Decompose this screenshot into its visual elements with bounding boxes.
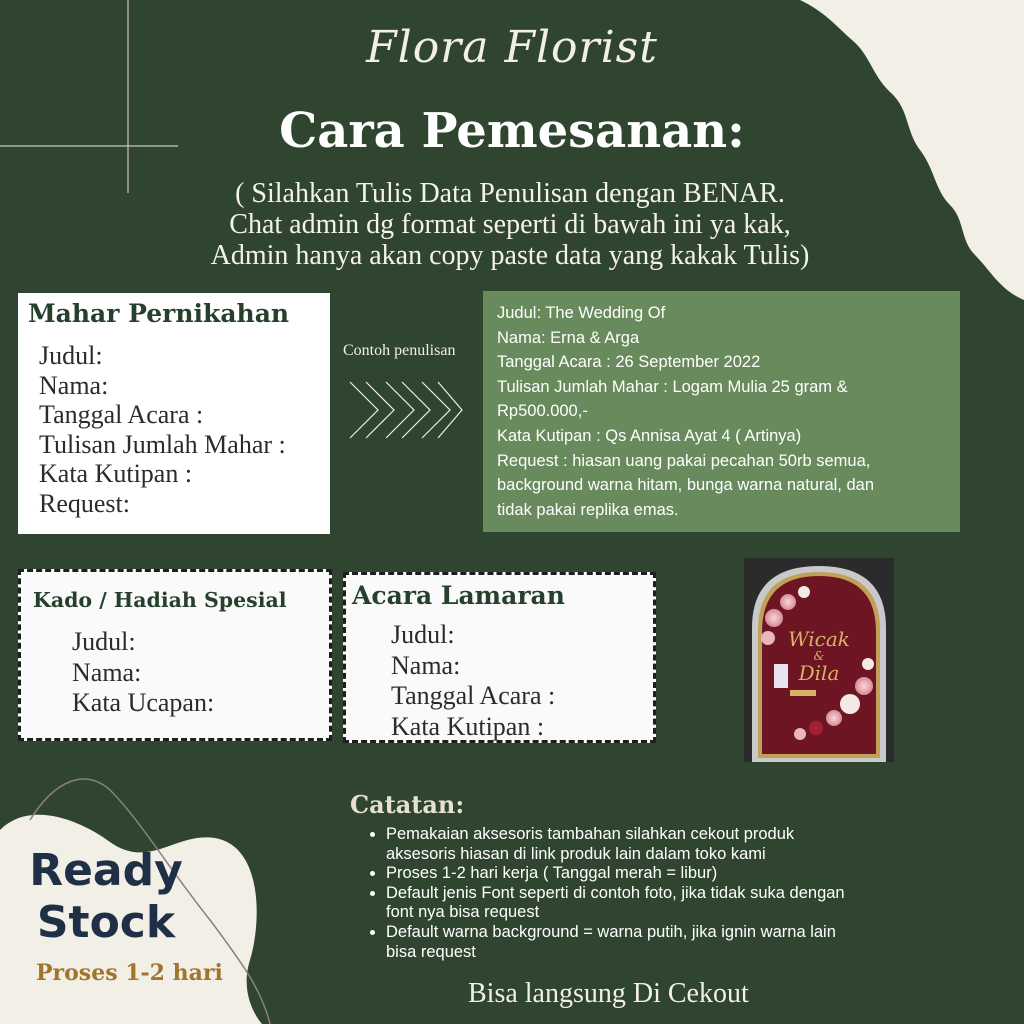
- example-line: tidak pakai replika emas.: [497, 500, 679, 519]
- example-line: Request : hiasan uang pakai pecahan 50rb semua,: [497, 451, 871, 470]
- field-label: Tanggal Acara :: [39, 400, 204, 429]
- notes-item: • Pemakaian aksesoris tambahan silahkan cekout produk aksesoris hiasan di link produk lain dalam toko kami: [386, 825, 845, 864]
- example-line: Tanggal Acara : 26 September 2022: [497, 353, 761, 372]
- ready-line: Ready: [29, 845, 183, 896]
- field-label: Nama:: [72, 657, 142, 687]
- field-label: Tulisan Jumlah Mahar :: [39, 429, 286, 459]
- mahar-card: [18, 293, 330, 534]
- notes-item: • Default jenis Font seperti di contoh foto, jika tidak suka dengan font nya bisa request: [386, 884, 845, 923]
- notes-item: • Proses 1-2 hari kerja ( Tanggal merah = libur): [386, 864, 845, 884]
- example-line: Tulisan Jumlah Mahar : Logam Mulia 25 gram &: [497, 377, 848, 396]
- field-label: Nama:: [39, 370, 109, 400]
- product-photo: [744, 558, 894, 762]
- kado-card-title: Kado / Hadiah Spesial: [33, 588, 287, 612]
- notes-title: Catatan:: [350, 790, 465, 819]
- notes-section: [350, 790, 845, 962]
- example-line: Judul: The Wedding Of: [497, 304, 666, 322]
- field-label: Judul:: [39, 341, 103, 370]
- field-label: Kata Kutipan :: [39, 459, 193, 488]
- field-label: Kata Kutipan :: [391, 711, 545, 741]
- page-title: Cara Pemesanan:: [279, 103, 745, 159]
- gold-bar: [790, 690, 816, 696]
- triple-chevron-right-icon: [348, 378, 466, 442]
- notes-item: • Default warna background = warna putih, jika ignin warna lain bisa request: [386, 923, 845, 962]
- field-label: Nama:: [391, 650, 461, 680]
- example-line: background warna hitam, bunga warna natural, dan: [497, 476, 874, 495]
- proses-label: Proses 1-2 hari: [36, 960, 223, 986]
- contoh-label: Contoh penulisan: [343, 342, 456, 359]
- lamaran-card: [343, 572, 656, 743]
- lamaran-fields: [391, 620, 555, 742]
- example-line: Kata Kutipan : Qs Annisa Ayat 4 ( Artinya): [497, 426, 802, 445]
- kado-fields: [72, 627, 214, 719]
- brand-logo-text: Flora Florist: [366, 22, 658, 73]
- field-label: Tanggal Acara :: [391, 681, 556, 710]
- kado-card: [18, 569, 332, 741]
- photo-text-amp: &: [813, 649, 825, 663]
- field-label: Kata Ucapan:: [72, 688, 215, 717]
- photo-text-line2: Dila: [798, 661, 840, 685]
- instruction-line: ( Silahkan Tulis Data Penulisan dengan BENAR.: [235, 178, 785, 209]
- field-label: Request:: [39, 488, 130, 518]
- mahar-card-title: Mahar Pernikahan: [28, 299, 290, 328]
- instruction-line: Chat admin dg format seperti di bawah ini ya kak,: [229, 209, 791, 240]
- footer-text: Bisa langsung Di Cekout: [468, 978, 749, 1009]
- instruction-line: Admin hanya akan copy paste data yang kakak Tulis): [210, 240, 810, 271]
- ready-stock-label: [20, 845, 192, 949]
- field-label: Judul:: [72, 627, 136, 656]
- lamaran-card-title: Acara Lamaran: [352, 581, 565, 610]
- example-line: Nama: Erna & Arga: [497, 328, 640, 347]
- instructions: [150, 178, 870, 271]
- photo-text-line1: Wicak: [788, 627, 850, 651]
- mahar-fields: [39, 341, 286, 518]
- notes-list: [350, 825, 845, 962]
- field-label: Judul:: [391, 620, 455, 649]
- stock-line: Stock: [36, 897, 176, 948]
- example-line: Rp500.000,-: [497, 402, 588, 421]
- money-notes: [774, 664, 788, 688]
- example-box: [483, 291, 960, 532]
